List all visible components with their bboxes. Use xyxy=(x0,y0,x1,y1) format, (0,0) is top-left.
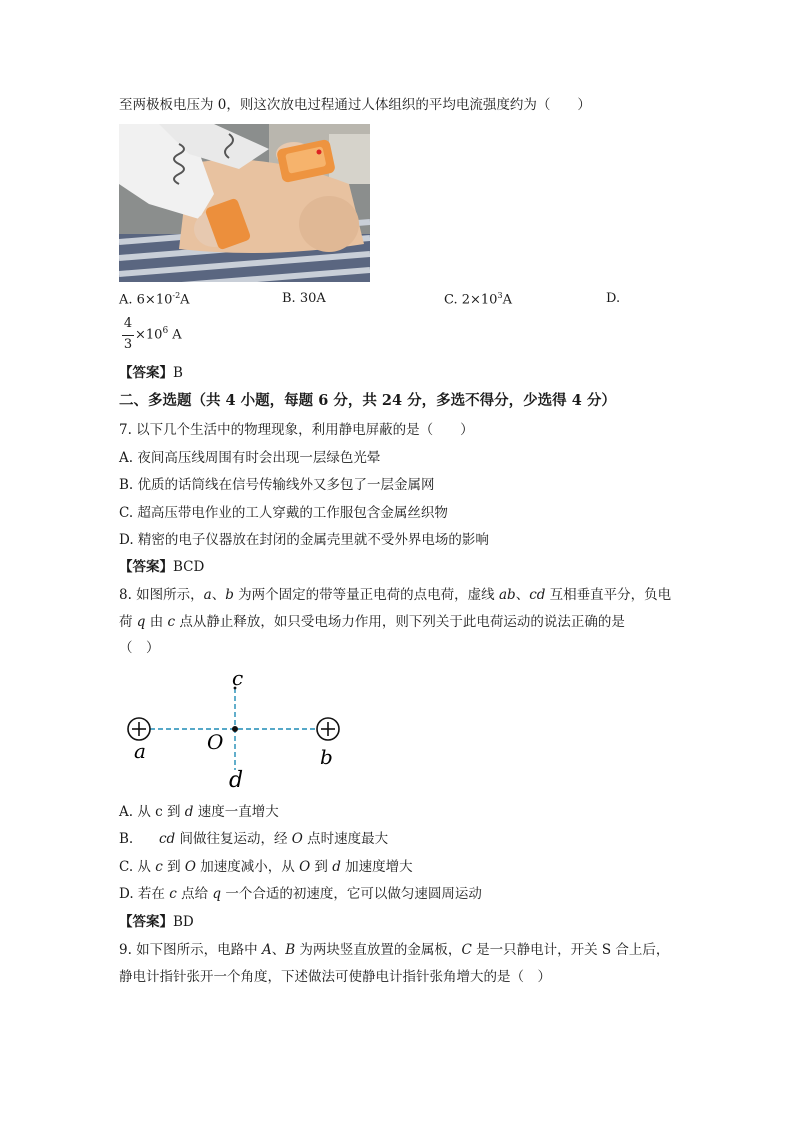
q7-option-a: A. 夜间高压线周围有时会出现一层绿色光晕 xyxy=(119,450,381,466)
label-c: c xyxy=(232,666,244,690)
q8-option-a: A. 从 c 到 d 速度一直增大 xyxy=(119,804,279,820)
q6-option-a: A. $6\times 10^{-2}A$ xyxy=(119,291,190,308)
q9-stem-line1: 9. 如下图所示，电路中 A、B 为两块竖直放置的金属板，C 是一只静电计，开关 S 合上后， xyxy=(119,942,670,958)
q7-option-c: C. 超高压带电作业的工人穿戴的工作服包含金属丝织物 xyxy=(119,505,448,521)
q8-answer: 【答案】BD xyxy=(119,914,194,930)
label-o: O xyxy=(207,730,224,754)
q7-option-d: D. 精密的电子仪器放在封闭的金属壳里就不受外界电场的影响 xyxy=(119,532,489,548)
q6-answer: 【答案】B xyxy=(119,365,183,381)
charge-a-plus-icon xyxy=(128,718,150,740)
q8-stem-line3: （ ） xyxy=(119,640,160,656)
q8-stem-line1: 8. 如图所示，a、b 为两个固定的带等量正电荷的点电荷，虚线 ab、cd 互相垂直平分，负电 xyxy=(119,587,672,603)
q6-stem: 至两极板电压为 0，则这次放电过程通过人体组织的平均电流强度约为（ ） xyxy=(119,97,591,113)
point-o xyxy=(232,726,238,732)
q6-option-b: B. 30A xyxy=(282,291,326,306)
q8-option-b: B. cd 间做往复运动，经 O 点时速度最大 xyxy=(119,831,389,847)
label-b: b xyxy=(320,745,333,769)
q8-stem-line2: 荷 q 由 c 点从静止释放，如只受电场力作用，则下列关于此电荷运动的说法正确的是 xyxy=(119,614,625,630)
defibrillator-photo-illustration xyxy=(119,124,370,282)
q8-option-c: C. 从 c 到 O 加速度减小，从 O 到 d 加速度增大 xyxy=(119,859,413,875)
q6-option-d-label: D. xyxy=(606,291,621,306)
q8-option-d: D. 若在 c 点给 q 一个合适的初速度，它可以做匀速圆周运动 xyxy=(119,886,482,902)
q8-charge-diagram-svg xyxy=(119,664,359,794)
q7-answer: 【答案】BCD xyxy=(119,559,205,575)
charge-b-plus-icon xyxy=(317,718,339,740)
label-a: a xyxy=(134,739,146,763)
q7-stem: 7. 以下几个生活中的物理现象，利用静电屏蔽的是（ ） xyxy=(119,422,474,438)
q7-option-b: B. 优质的话筒线在信号传输线外又多包了一层金属网 xyxy=(119,477,435,493)
defibrillator-photo xyxy=(119,124,370,282)
section-heading: 二、多选题（共 4 小题，每题 6 分，共 24 分，多选不得分，少选得 4 分） xyxy=(119,392,616,409)
q6-option-c: C. $2\times 10^3A$ xyxy=(444,291,512,308)
q9-stem-line2: 静电计指针张开一个角度，下述做法可使静电计指针张角增大的是（ ） xyxy=(119,969,551,985)
q8-charge-diagram xyxy=(119,664,359,794)
label-d: d xyxy=(229,768,244,793)
